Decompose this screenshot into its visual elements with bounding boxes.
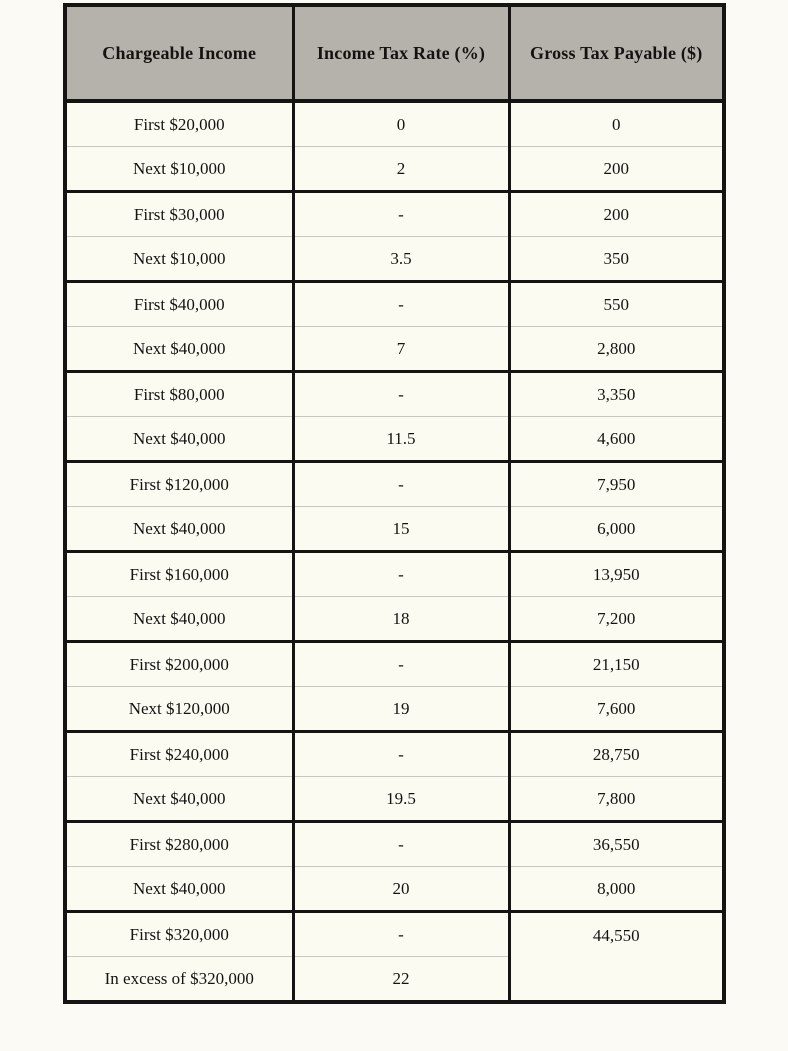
table-row — [65, 777, 724, 822]
table-row — [65, 597, 724, 642]
cell-chargeable-income: First $40,000 — [65, 282, 293, 327]
cell-chargeable-income: Next $10,000 — [65, 237, 293, 282]
cell-gross-tax-payable: 13,950 — [509, 552, 724, 597]
cell-chargeable-income: Next $120,000 — [65, 687, 293, 732]
cell-gross-tax-payable: 550 — [509, 282, 724, 327]
cell-chargeable-income: Next $40,000 — [65, 417, 293, 462]
cell-gross-tax-payable: 7,800 — [509, 777, 724, 822]
cell-chargeable-income: First $30,000 — [65, 192, 293, 237]
table-row — [65, 282, 724, 327]
header-income-tax-rate: Income Tax Rate (%) — [293, 5, 509, 101]
cell-gross-tax-payable: 28,750 — [509, 732, 724, 777]
cell-gross-tax-payable: 0 — [509, 101, 724, 147]
header-chargeable-income: Chargeable Income — [65, 5, 293, 101]
table-row — [65, 237, 724, 282]
cell-income-tax-rate: 3.5 — [293, 237, 509, 282]
table-row — [65, 101, 724, 147]
cell-gross-tax-payable — [509, 912, 724, 1003]
cell-chargeable-income: First $160,000 — [65, 552, 293, 597]
cell-income-tax-rate: 0 — [293, 101, 509, 147]
income-tax-table — [63, 3, 726, 1004]
table-row — [65, 417, 724, 462]
cell-chargeable-income: First $320,000 — [65, 912, 293, 957]
cell-income-tax-rate: 19.5 — [293, 777, 509, 822]
cell-chargeable-income: Next $40,000 — [65, 507, 293, 552]
cell-gross-tax-payable: 7,600 — [509, 687, 724, 732]
cell-chargeable-income: Next $10,000 — [65, 147, 293, 192]
table-row — [65, 642, 724, 687]
cell-income-tax-rate: 22 — [293, 957, 509, 1003]
cell-chargeable-income: Next $40,000 — [65, 777, 293, 822]
cell-income-tax-rate: - — [293, 282, 509, 327]
cell-chargeable-income: First $80,000 — [65, 372, 293, 417]
cell-income-tax-rate: - — [293, 372, 509, 417]
cell-gross-tax-payable: 6,000 — [509, 507, 724, 552]
cell-income-tax-rate: - — [293, 552, 509, 597]
cell-chargeable-income: First $120,000 — [65, 462, 293, 507]
table-row — [65, 372, 724, 417]
cell-gross-tax-payable: 3,350 — [509, 372, 724, 417]
header-gross-tax-payable: Gross Tax Payable ($) — [509, 5, 724, 101]
table-row — [65, 822, 724, 867]
cell-gross-tax-payable: 2,800 — [509, 327, 724, 372]
cell-income-tax-rate: - — [293, 912, 509, 957]
cell-chargeable-income: In excess of $320,000 — [65, 957, 293, 1003]
cell-gross-tax-payable: 350 — [509, 237, 724, 282]
cell-chargeable-income: Next $40,000 — [65, 327, 293, 372]
cell-gross-tax-payable: 7,200 — [509, 597, 724, 642]
table-row — [65, 507, 724, 552]
cell-income-tax-rate: - — [293, 822, 509, 867]
cell-gross-tax-payable: 36,550 — [509, 822, 724, 867]
table-row — [65, 867, 724, 912]
cell-income-tax-rate: 19 — [293, 687, 509, 732]
cell-gross-tax-payable: 21,150 — [509, 642, 724, 687]
cell-chargeable-income: First $240,000 — [65, 732, 293, 777]
cell-income-tax-rate: - — [293, 732, 509, 777]
table-row — [65, 552, 724, 597]
header-row — [65, 5, 724, 101]
cell-chargeable-income: First $20,000 — [65, 101, 293, 147]
cell-income-tax-rate: 2 — [293, 147, 509, 192]
cell-gross-tax-payable: 200 — [509, 192, 724, 237]
cell-income-tax-rate: 15 — [293, 507, 509, 552]
table-row — [65, 327, 724, 372]
table-row — [65, 192, 724, 237]
cell-chargeable-income: Next $40,000 — [65, 597, 293, 642]
cell-income-tax-rate: 18 — [293, 597, 509, 642]
cell-income-tax-rate: 7 — [293, 327, 509, 372]
cell-gross-tax-payable: 7,950 — [509, 462, 724, 507]
table-row — [65, 147, 724, 192]
cell-chargeable-income: First $280,000 — [65, 822, 293, 867]
cell-gross-tax-payable: 8,000 — [509, 867, 724, 912]
table-row — [65, 912, 724, 957]
cell-income-tax-rate: 11.5 — [293, 417, 509, 462]
table-row — [65, 732, 724, 777]
cell-income-tax-rate: - — [293, 192, 509, 237]
cell-gross-tax-payable: 200 — [509, 147, 724, 192]
cell-income-tax-rate: - — [293, 642, 509, 687]
table-row — [65, 462, 724, 507]
table-row — [65, 687, 724, 732]
merged-cell-value: 44,550 — [592, 926, 640, 945]
cell-gross-tax-payable: 4,600 — [509, 417, 724, 462]
cell-chargeable-income: Next $40,000 — [65, 867, 293, 912]
cell-chargeable-income: First $200,000 — [65, 642, 293, 687]
cell-income-tax-rate: 20 — [293, 867, 509, 912]
cell-income-tax-rate: - — [293, 462, 509, 507]
